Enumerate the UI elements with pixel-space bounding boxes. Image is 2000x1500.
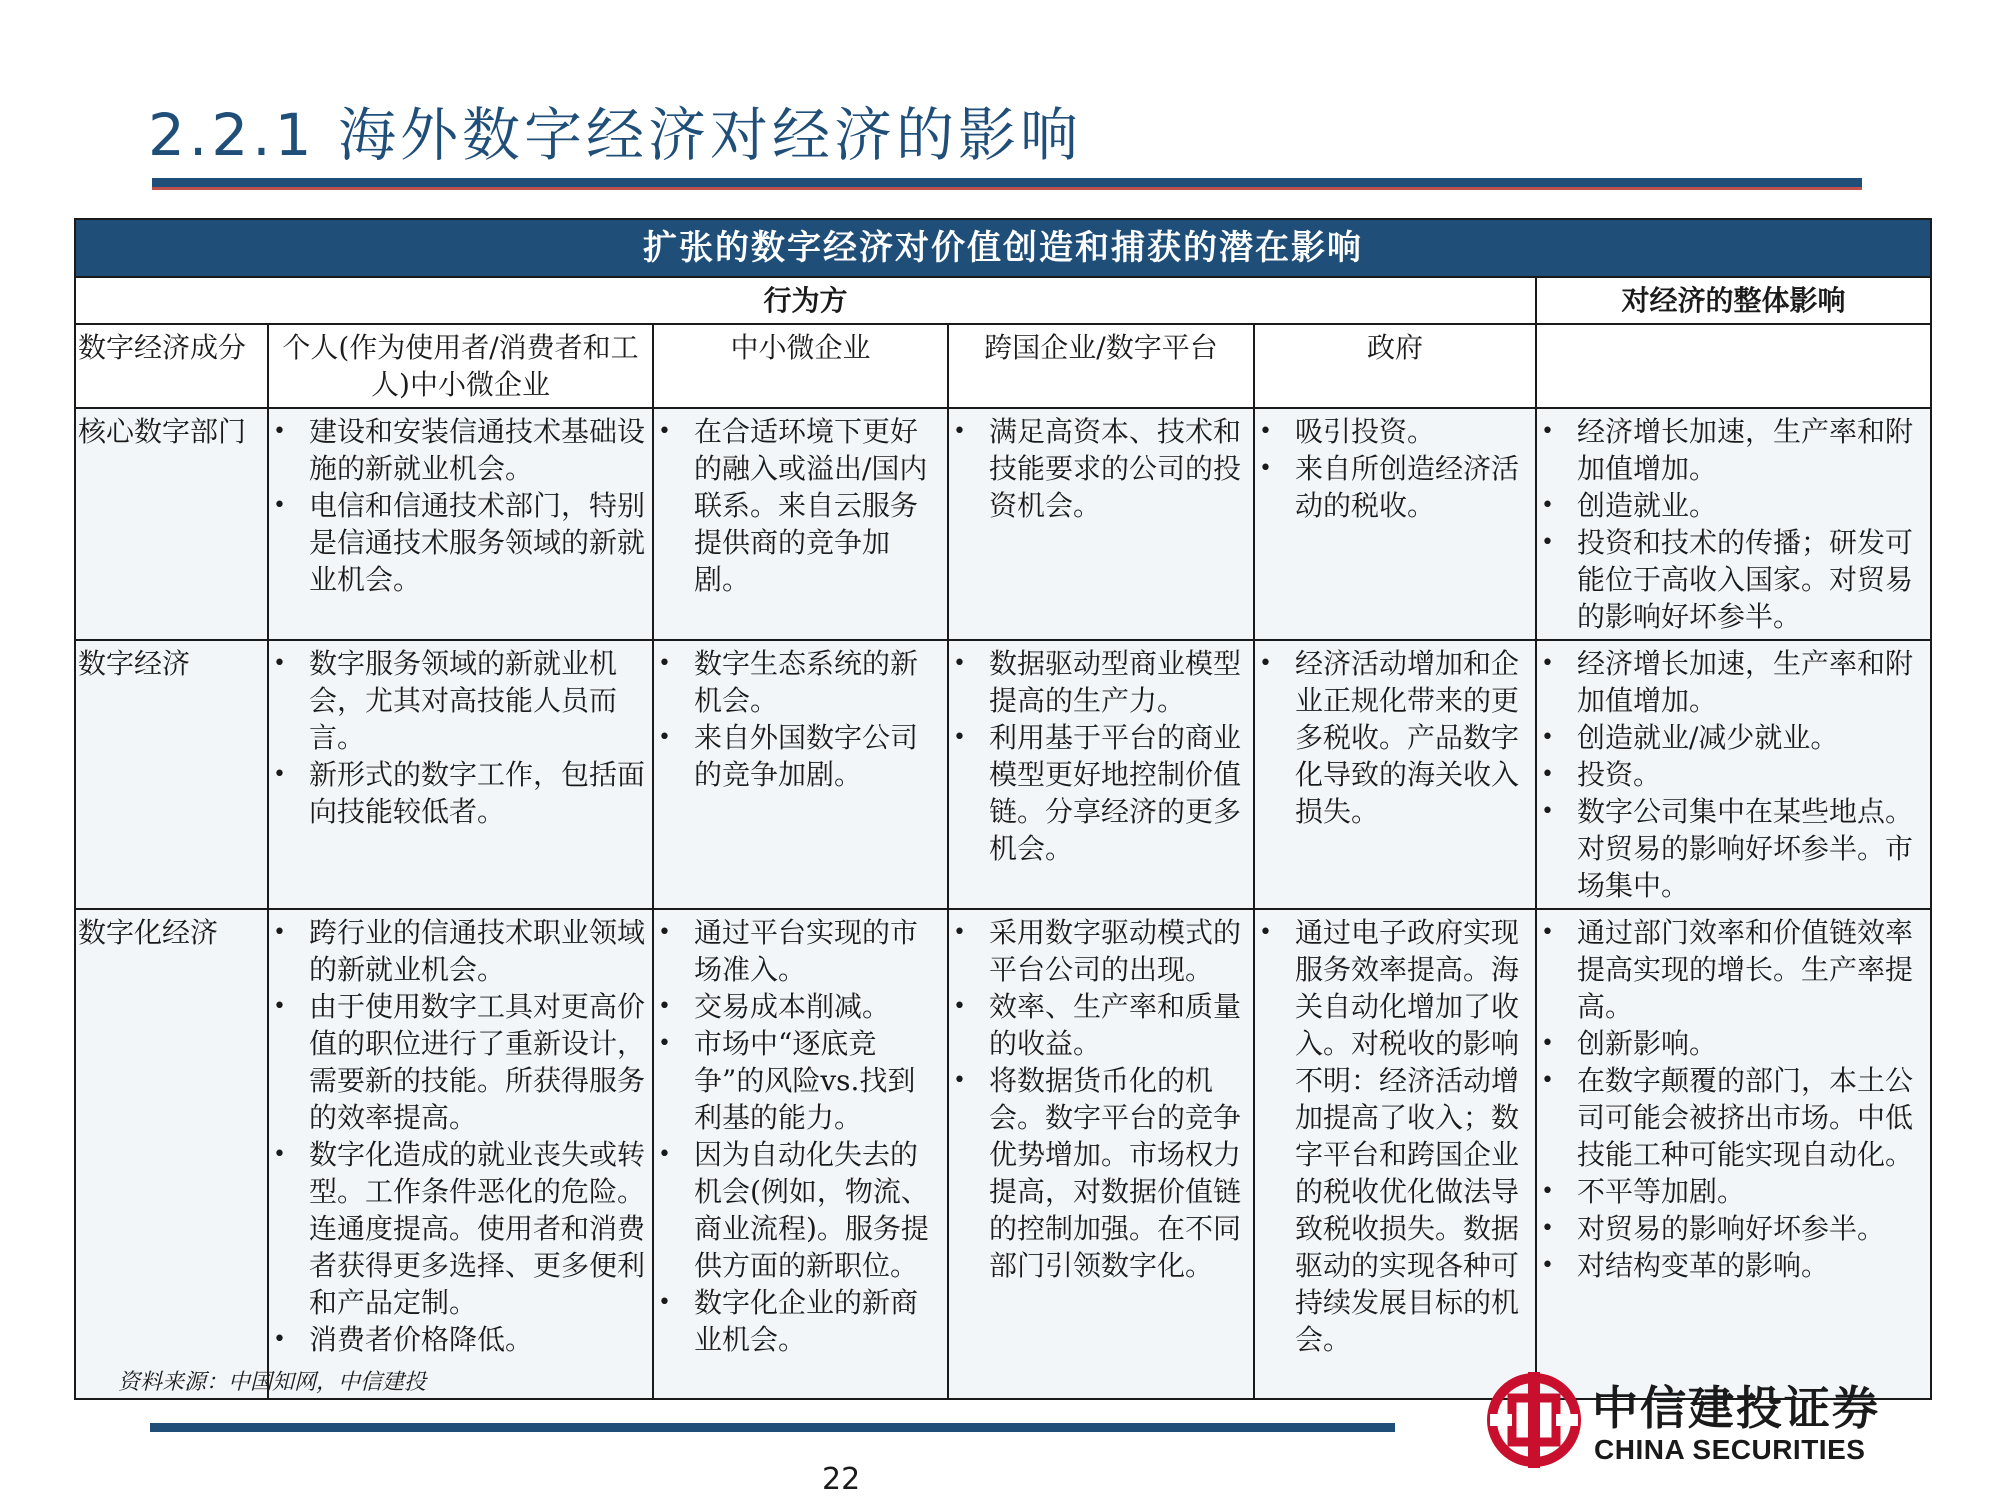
column-header-individuals: 个人(作为使用者/消费者和工人)中小微企业 (268, 324, 653, 408)
bullet-item: • 数字生态系统的新机会。 (658, 645, 943, 719)
bullet-item: • 通过平台实现的市场准入。 (658, 914, 943, 988)
bullet-item: • 跨行业的信通技术职业领域的新就业机会。 (273, 914, 648, 988)
cell-individuals (268, 909, 653, 1399)
cell-smes (653, 408, 948, 640)
citic-logo-icon (1484, 1368, 1584, 1468)
column-header-overall-blank (1536, 324, 1931, 408)
bullet-item: • 投资和技术的传播；研发可能位于高收入国家。对贸易的影响好坏参半。 (1541, 524, 1926, 635)
bullet-item: • 交易成本削减。 (658, 988, 943, 1025)
bullet-item: • 满足高资本、技术和技能要求的公司的投资机会。 (953, 413, 1249, 524)
bullet-item: • 在合适环境下更好的融入或溢出/国内联系。来自云服务提供商的竞争加剧。 (658, 413, 943, 598)
bullet-item: • 来自所创造经济活动的税收。 (1259, 450, 1531, 524)
table-group-row (75, 277, 1931, 324)
source-note: 资料来源：中国知网，中信建投 (118, 1370, 427, 1395)
group-header-actors: 行为方 (75, 277, 1536, 324)
column-header-component: 数字经济成分 (75, 324, 268, 408)
table-row (75, 640, 1931, 909)
bullet-item: • 经济增长加速，生产率和附加值增加。 (1541, 645, 1926, 719)
cell-government (1254, 408, 1536, 640)
table-banner: 扩张的数字经济对价值创造和捕获的潜在影响 (75, 219, 1931, 277)
cell-mnes (948, 640, 1254, 909)
bullet-item: • 创造就业。 (1541, 487, 1926, 524)
cell-smes (653, 909, 948, 1399)
bullet-item: • 通过部门效率和价值链效率提高实现的增长。生产率提高。 (1541, 914, 1926, 1025)
table-row (75, 408, 1931, 640)
cell-individuals (268, 408, 653, 640)
column-header-mnes: 跨国企业/数字平台 (948, 324, 1254, 408)
bullet-item: • 市场中“逐底竞争”的风险vs.找到利基的能力。 (658, 1025, 943, 1136)
footer-divider (150, 1423, 1395, 1432)
bullet-item: • 由于使用数字工具对更高价值的职位进行了重新设计，需要新的技能。所获得服务的效率提高。 (273, 988, 648, 1136)
logo-name-cn: 中信建投证券 (1592, 1381, 1880, 1435)
bullet-item: • 数字服务领域的新就业机会，尤其对高技能人员而言。 (273, 645, 648, 756)
logo-name-en: CHINA SECURITIES (1594, 1434, 1866, 1465)
bullet-item: • 数字化企业的新商业机会。 (658, 1284, 943, 1358)
bullet-item: • 利用基于平台的商业模型更好地控制价值链。分享经济的更多机会。 (953, 719, 1249, 867)
page-number: 22 (822, 1462, 861, 1497)
bullet-item: • 将数据货币化的机会。数字平台的竞争优势增加。市场权力提高，对数据价值链的控制加强。在不同部门引领数字化。 (953, 1062, 1249, 1284)
bullet-item: • 创新影响。 (1541, 1025, 1926, 1062)
impact-table-container (74, 218, 1930, 1400)
cell-overall (1536, 408, 1931, 640)
bullet-item: • 电信和信通技术部门，特别是信通技术服务领域的新就业机会。 (273, 487, 648, 598)
cell-individuals (268, 640, 653, 909)
column-header-government: 政府 (1254, 324, 1536, 408)
cell-government (1254, 640, 1536, 909)
title-divider (152, 178, 1862, 190)
table-row (75, 909, 1931, 1399)
cell-overall (1536, 909, 1931, 1399)
bullet-item: • 投资。 (1541, 756, 1926, 793)
bullet-item: • 数字化造成的就业丧失或转型。工作条件恶化的危险。连通度提高。使用者和消费者获得更多选择、更多便利和产品定制。 (273, 1136, 648, 1321)
bullet-item: • 经济增长加速，生产率和附加值增加。 (1541, 413, 1926, 487)
bullet-item: • 新形式的数字工作，包括面向技能较低者。 (273, 756, 648, 830)
row-label: 数字经济 (75, 640, 268, 909)
bullet-item: • 对结构变革的影响。 (1541, 1247, 1926, 1284)
impact-table (74, 218, 1932, 1400)
bullet-item: • 经济活动增加和企业正规化带来的更多税收。产品数字化导致的海关收入损失。 (1259, 645, 1531, 830)
cell-overall (1536, 640, 1931, 909)
bullet-item: • 通过电子政府实现服务效率提高。海关自动化增加了收入。对税收的影响不明：经济活动增加提高了收入；数字平台和跨国企业的税收优化做法导致税收损失。数据驱动的实现各种可持续发展目标的机会。 (1259, 914, 1531, 1358)
row-label: 数字化经济 (75, 909, 268, 1399)
bullet-item: • 创造就业/减少就业。 (1541, 719, 1926, 756)
bullet-item: • 建设和安装信通技术基础设施的新就业机会。 (273, 413, 648, 487)
row-label: 核心数字部门 (75, 408, 268, 640)
group-header-overall: 对经济的整体影响 (1536, 277, 1931, 324)
page-title: 2.2.1 海外数字经济对经济的影响 (148, 101, 1083, 169)
bullet-item: • 对贸易的影响好坏参半。 (1541, 1210, 1926, 1247)
bullet-item: • 数字公司集中在某些地点。对贸易的影响好坏参半。市场集中。 (1541, 793, 1926, 904)
cell-government (1254, 909, 1536, 1399)
table-header-row (75, 324, 1931, 408)
bullet-item: • 来自外国数字公司的竞争加剧。 (658, 719, 943, 793)
cell-mnes (948, 408, 1254, 640)
bullet-item: • 数据驱动型商业模型提高的生产力。 (953, 645, 1249, 719)
bullet-item: • 采用数字驱动模式的平台公司的出现。 (953, 914, 1249, 988)
cell-smes (653, 640, 948, 909)
bullet-item: • 因为自动化失去的机会(例如，物流、商业流程)。服务提供方面的新职位。 (658, 1136, 943, 1284)
bullet-item: • 不平等加剧。 (1541, 1173, 1926, 1210)
bullet-item: • 在数字颠覆的部门，本土公司可能会被挤出市场。中低技能工种可能实现自动化。 (1541, 1062, 1926, 1173)
bullet-item: • 消费者价格降低。 (273, 1321, 648, 1358)
company-logo (1484, 1368, 1904, 1478)
bullet-item: • 吸引投资。 (1259, 413, 1531, 450)
column-header-smes: 中小微企业 (653, 324, 948, 408)
cell-mnes (948, 909, 1254, 1399)
bullet-item: • 效率、生产率和质量的收益。 (953, 988, 1249, 1062)
table-banner-row (75, 219, 1931, 277)
